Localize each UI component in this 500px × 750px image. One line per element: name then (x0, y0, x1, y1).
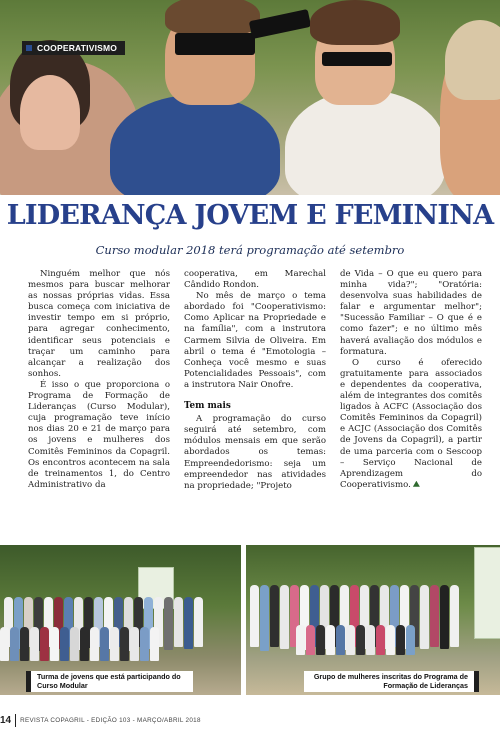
column-3 (340, 269, 482, 539)
section-tag (22, 41, 125, 55)
publication-info: REVISTA COPAGRIL - EDIÇÃO 103 - MARÇO/ABRIL 2018 (20, 716, 201, 724)
paragraph: Ninguém melhor que nós mesmos para buscar melhorar as nossas próprias vidas. Essa busca começa com iniciativa de investir tempo em si próprio, para agregar conhecimento, identificar seus potenciais e traçar um caminho para alcançar a realização dos sonhos. (28, 269, 170, 379)
column-2 (184, 269, 326, 539)
hero-photo (0, 0, 500, 195)
photo-caption-right: Grupo de mulheres inscritas do Programa de Formação de Lideranças (304, 671, 479, 692)
paragraph: A programação do curso seguirá até setembro, com módulos mensais em que serão abordados os temas: Empreendedorismo: seja um empreendedor nas atividades na propriedade; "Projeto (184, 414, 326, 491)
paragraph: É isso o que proporciona o Programa de Formação de Lideranças (Curso Modular), cuja programação teve início nos dias 20 e 21 de março para os jovens e mulheres dos Comitês Femininos da Copagril. Os encontros acontecem na sala de treinamentos 1, do Centro Administrativo da (28, 379, 170, 490)
section-heading: Tem mais (184, 401, 231, 412)
end-mark-icon (413, 481, 420, 487)
paragraph (340, 358, 482, 491)
column-1 (28, 269, 170, 539)
article-title: LIDERANÇA JOVEM E FEMININA (6, 200, 494, 231)
photo-caption-left: Turma de jovens que está participando do Curso Modular (26, 671, 193, 692)
paragraph: cooperativa, em Marechal Cândido Rondon. (184, 269, 326, 291)
page-number: 14 (0, 714, 12, 726)
section-label: COOPERATIVISMO (37, 43, 118, 53)
section-marker-icon (26, 45, 32, 51)
article-subtitle: Curso modular 2018 terá programação até setembro (95, 243, 405, 257)
paragraph: de Vida – O que eu quero para minha vida?"; "Oratória: desenvolva suas habilidades de falar e argumentar melhor"; "Sucessão Familiar – O que é e como fazer"; e no último mês haverá avaliação dos módulos e formatura. (340, 269, 482, 357)
paragraph: No mês de março o tema abordado foi "Cooperativismo: Como Aplicar na Propriedade e na família", com a instrutora Carmem Silvia de Oliveira. Em abril o tema é "Emotologia – Conheça você mesmo e suas Potencialidades Pessoais", com a instrutora Nair Onofre. (184, 291, 326, 390)
page-footer (0, 713, 500, 727)
paragraph-text: O curso é oferecido gratuitamente para associados e dependentes da cooperativa, além de integrantes dos comitês ligados à ACFC (Associação dos Comitês Femininos da Copagril) e ACJC (Associação dos Comitês de Jovens da Copagril), a partir de uma parceria com o Sescoop – Serviço Nacional de Aprendizagem do Cooperativismo. (340, 357, 482, 490)
footer-divider (15, 714, 16, 727)
event-banner (474, 547, 500, 639)
article-body (28, 269, 482, 539)
